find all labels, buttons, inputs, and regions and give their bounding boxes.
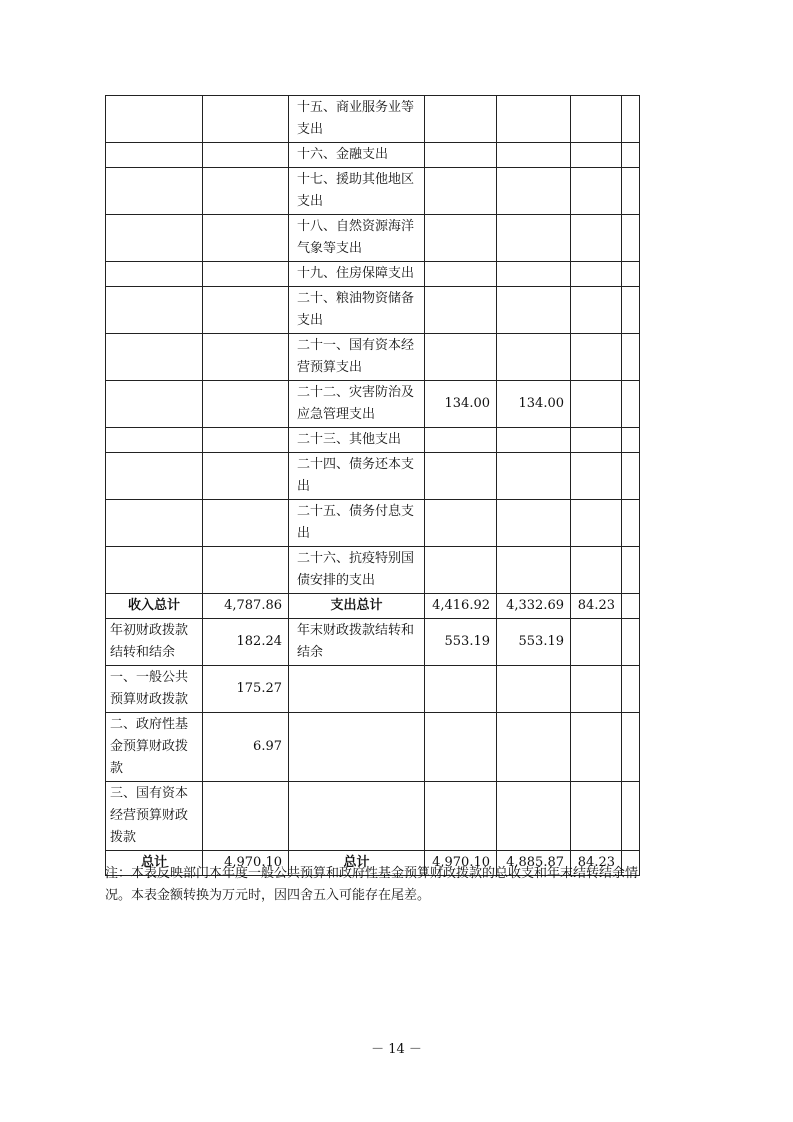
table-cell bbox=[622, 619, 640, 666]
table-cell: 4,970.10 bbox=[203, 851, 289, 876]
table-row bbox=[106, 453, 640, 500]
table-cell bbox=[106, 168, 203, 215]
table-cell bbox=[289, 782, 425, 851]
table-row bbox=[106, 666, 640, 713]
table-cell bbox=[571, 453, 622, 500]
table-cell: 134.00 bbox=[425, 381, 497, 428]
table-cell: 4,416.92 bbox=[425, 594, 497, 619]
table-row bbox=[106, 500, 640, 547]
table-cell bbox=[497, 782, 571, 851]
table-cell: 二、政府性基金预算财政拨款 bbox=[106, 713, 203, 782]
page-number: － 14 － bbox=[371, 1042, 422, 1057]
table-cell bbox=[425, 713, 497, 782]
table-row bbox=[106, 262, 640, 287]
table-cell: 553.19 bbox=[425, 619, 497, 666]
table-cell bbox=[622, 381, 640, 428]
table-cell: 4,970.10 bbox=[425, 851, 497, 876]
table-cell: 4,787.86 bbox=[203, 594, 289, 619]
table-cell bbox=[425, 287, 497, 334]
table-cell bbox=[203, 143, 289, 168]
table-cell bbox=[106, 500, 203, 547]
table-cell bbox=[425, 168, 497, 215]
table-cell: 553.19 bbox=[497, 619, 571, 666]
table-cell bbox=[425, 428, 497, 453]
table-cell bbox=[571, 666, 622, 713]
table-cell bbox=[203, 287, 289, 334]
table-cell: 十六、金融支出 bbox=[289, 143, 425, 168]
table-cell bbox=[497, 666, 571, 713]
table-cell bbox=[571, 713, 622, 782]
table-cell: 年初财政拨款结转和结余 bbox=[106, 619, 203, 666]
table-cell: 二十四、债务还本支出 bbox=[289, 453, 425, 500]
table-cell bbox=[622, 287, 640, 334]
table-cell bbox=[571, 334, 622, 381]
table-cell bbox=[571, 619, 622, 666]
table-cell: 4,332.69 bbox=[497, 594, 571, 619]
table-cell: 十五、商业服务业等支出 bbox=[289, 96, 425, 143]
table-cell bbox=[425, 782, 497, 851]
table-row bbox=[106, 143, 640, 168]
table-cell bbox=[203, 215, 289, 262]
table-cell bbox=[203, 782, 289, 851]
table-cell bbox=[622, 428, 640, 453]
table-cell bbox=[203, 96, 289, 143]
table-cell: 一、一般公共预算财政拨款 bbox=[106, 666, 203, 713]
table-cell bbox=[571, 782, 622, 851]
table-cell bbox=[571, 168, 622, 215]
table-cell bbox=[622, 453, 640, 500]
table-row bbox=[106, 287, 640, 334]
table-cell bbox=[203, 547, 289, 594]
table-cell bbox=[289, 666, 425, 713]
table-cell: 十七、援助其他地区支出 bbox=[289, 168, 425, 215]
table-cell bbox=[622, 666, 640, 713]
table-cell bbox=[425, 547, 497, 594]
table-cell bbox=[497, 96, 571, 143]
table-cell bbox=[571, 381, 622, 428]
table-cell: 十八、自然资源海洋气象等支出 bbox=[289, 215, 425, 262]
table-cell: 三、国有资本经营预算财政拨款 bbox=[106, 782, 203, 851]
table-cell bbox=[497, 215, 571, 262]
table-cell bbox=[497, 713, 571, 782]
table-cell bbox=[497, 143, 571, 168]
table-cell bbox=[425, 262, 497, 287]
table-cell: 年末财政拨款结转和结余 bbox=[289, 619, 425, 666]
table-row bbox=[106, 713, 640, 782]
table-cell bbox=[203, 428, 289, 453]
table-cell bbox=[425, 500, 497, 547]
table-cell: 收入总计 bbox=[106, 594, 203, 619]
table-cell bbox=[622, 782, 640, 851]
table-cell: 十九、住房保障支出 bbox=[289, 262, 425, 287]
table-cell bbox=[106, 547, 203, 594]
table-cell bbox=[622, 215, 640, 262]
table-cell bbox=[571, 143, 622, 168]
table-cell bbox=[497, 428, 571, 453]
table-cell bbox=[106, 287, 203, 334]
table-cell bbox=[571, 500, 622, 547]
table-note: 注：本表反映部门本年度一般公共预算和政府性基金预算财政拨款的总收支和年末结转结余情况。本表金额转换为万元时，因四舍五入可能存在尾差。 bbox=[105, 866, 639, 903]
table-cell bbox=[622, 143, 640, 168]
table-row bbox=[106, 594, 640, 619]
table-cell bbox=[425, 143, 497, 168]
table-cell bbox=[622, 713, 640, 782]
table-cell bbox=[622, 594, 640, 619]
table-cell bbox=[106, 143, 203, 168]
table-row bbox=[106, 215, 640, 262]
table-cell bbox=[497, 168, 571, 215]
table-cell bbox=[106, 215, 203, 262]
table-row bbox=[106, 96, 640, 143]
table-cell bbox=[106, 96, 203, 143]
table-cell bbox=[622, 547, 640, 594]
table-row bbox=[106, 168, 640, 215]
table-cell bbox=[203, 500, 289, 547]
table-cell bbox=[203, 262, 289, 287]
table-cell bbox=[497, 287, 571, 334]
table-row bbox=[106, 619, 640, 666]
table-cell: 总计 bbox=[106, 851, 203, 876]
table-cell: 二十五、债务付息支出 bbox=[289, 500, 425, 547]
table-cell bbox=[571, 547, 622, 594]
table-cell: 二十二、灾害防治及应急管理支出 bbox=[289, 381, 425, 428]
table-cell bbox=[497, 453, 571, 500]
table-cell bbox=[203, 334, 289, 381]
table-cell bbox=[571, 96, 622, 143]
table-cell: 134.00 bbox=[497, 381, 571, 428]
table-cell: 84.23 bbox=[571, 851, 622, 876]
table-cell bbox=[203, 453, 289, 500]
table-cell: 84.23 bbox=[571, 594, 622, 619]
table-cell: 支出总计 bbox=[289, 594, 425, 619]
table-row bbox=[106, 428, 640, 453]
table-cell bbox=[622, 262, 640, 287]
table-row bbox=[106, 381, 640, 428]
table-cell bbox=[571, 262, 622, 287]
table-cell: 6.97 bbox=[203, 713, 289, 782]
table-cell: 182.24 bbox=[203, 619, 289, 666]
budget-table bbox=[105, 95, 640, 876]
table-cell: 175.27 bbox=[203, 666, 289, 713]
table-row bbox=[106, 334, 640, 381]
table-cell: 二十一、国有资本经营预算支出 bbox=[289, 334, 425, 381]
table-cell bbox=[106, 428, 203, 453]
table-cell bbox=[622, 334, 640, 381]
table-row bbox=[106, 782, 640, 851]
table-cell bbox=[425, 453, 497, 500]
table-cell bbox=[106, 381, 203, 428]
table-cell bbox=[497, 262, 571, 287]
table-cell bbox=[289, 713, 425, 782]
table-cell bbox=[203, 381, 289, 428]
table-cell: 二十六、抗疫特别国债安排的支出 bbox=[289, 547, 425, 594]
table-cell bbox=[425, 96, 497, 143]
table-cell bbox=[106, 453, 203, 500]
table-cell: 4,885.87 bbox=[497, 851, 571, 876]
table-cell bbox=[106, 262, 203, 287]
table-cell bbox=[425, 334, 497, 381]
table-cell bbox=[622, 96, 640, 143]
table-cell bbox=[497, 334, 571, 381]
table-cell bbox=[622, 168, 640, 215]
table-cell bbox=[497, 547, 571, 594]
table-cell bbox=[571, 287, 622, 334]
table-cell bbox=[425, 215, 497, 262]
table-cell bbox=[571, 215, 622, 262]
table-row bbox=[106, 547, 640, 594]
table-cell bbox=[203, 168, 289, 215]
table-cell bbox=[622, 500, 640, 547]
table-cell: 二十三、其他支出 bbox=[289, 428, 425, 453]
table-cell bbox=[497, 500, 571, 547]
table-cell bbox=[106, 334, 203, 381]
table-cell bbox=[425, 666, 497, 713]
table-cell: 总计 bbox=[289, 851, 425, 876]
table-cell: 二十、粮油物资储备支出 bbox=[289, 287, 425, 334]
table-cell bbox=[571, 428, 622, 453]
